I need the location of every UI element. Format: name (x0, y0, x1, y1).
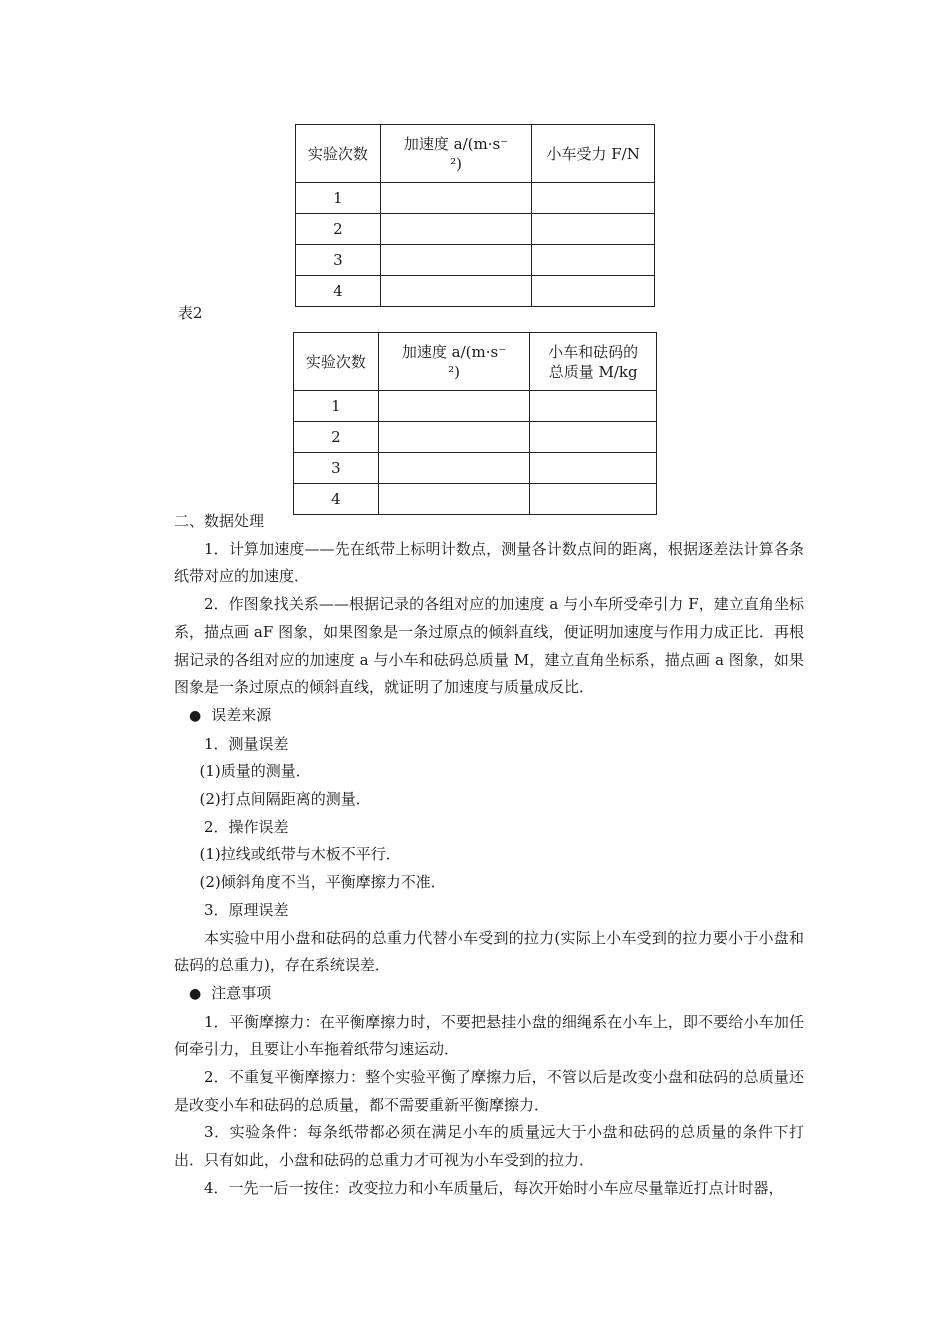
paragraph: 2．不重复平衡摩擦力：整个实验平衡了摩擦力后，不管以后是改变小盘和砝码的总质量还是改变小车和砝码的总质量，都不需要重新平衡摩擦力． (174, 1068, 804, 1114)
bullet-icon: ● (189, 985, 202, 1002)
list-item: (1)拉线或纸带与木板不平行． (199, 845, 401, 864)
document-body (174, 508, 804, 1203)
table-header-row (296, 125, 655, 183)
list-item: 3．原理误差 (204, 900, 289, 919)
list-item: 1．测量误差 (204, 734, 289, 753)
table-2-caption: 表2 (178, 304, 203, 322)
paragraph: 2．作图象找关系——根据记录的各组对应的加速度 a 与小车所受牵引力 F，建立直角坐标系，描点画 aF 图象，如果图象是一条过原点的倾斜直线，便证明加速度与作用力成正比．再根据记录的各组对应的加速度 a 与小车和砝码总质量 M，建立直角坐标系，描点画 a 图象，如果图象是一条过原点的倾斜直线，就证明了加速度与质量成反比． (174, 595, 804, 697)
bullet-icon: ● (189, 707, 202, 724)
list-item: (2)倾斜角度不当，平衡摩擦力不准． (199, 873, 446, 892)
paragraph: 4．一先一后一按住：改变拉力和小车质量后，每次开始时小车应尽量靠近打点计时器， (204, 1178, 784, 1197)
bullet-heading: ● 注意事项 (189, 983, 272, 1002)
paragraph: 本实验中用小盘和砝码的总重力代替小车受到的拉力(实际上小车受到的拉力要小于小盘和砝码的总重力)，存在系统误差． (174, 928, 804, 975)
table-row: 3 (296, 245, 655, 276)
header-force: 小车受力 F/N (532, 125, 655, 183)
table-2 (293, 332, 657, 515)
table-row: 1 (294, 391, 657, 422)
table-row: 1 (296, 183, 655, 214)
header-trial-count: 实验次数 (296, 125, 381, 183)
paragraph: 1．平衡摩擦力：在平衡摩擦力时，不要把悬挂小盘的细绳系在小车上，即不要给小车加任何牵引力，且要让小车拖着纸带匀速运动． (174, 1012, 804, 1059)
list-item: (2)打点间隔距离的测量． (199, 790, 371, 809)
header-trial-count: 实验次数 (294, 333, 379, 391)
paragraph: 1．计算加速度——先在纸带上标明计数点，测量各计数点间的距离，根据逐差法计算各条纸带对应的加速度． (174, 539, 804, 586)
table-row: 4 (296, 276, 655, 307)
table-row: 2 (296, 214, 655, 245)
header-total-mass: 小车和砝码的 总质量 M/kg (530, 333, 657, 391)
table-1 (295, 124, 655, 307)
table-row: 2 (294, 422, 657, 453)
table-row: 4 (294, 484, 657, 515)
paragraph: 3．实验条件：每条纸带都必须在满足小车的质量远大于小盘和砝码的总质量的条件下打出．只有如此，小盘和砝码的总重力才可视为小车受到的拉力． (174, 1123, 804, 1170)
header-acceleration: 加速度 a/(m·s⁻ ²) (378, 333, 530, 391)
table-row: 3 (294, 453, 657, 484)
list-item: 2．操作误差 (204, 817, 289, 836)
bullet-heading: ● 误差来源 (189, 705, 272, 724)
header-acceleration: 加速度 a/(m·s⁻ ²) (380, 125, 532, 183)
section-title: 二、数据处理 (174, 512, 265, 530)
table-header-row (294, 333, 657, 391)
list-item: (1)质量的测量． (199, 762, 311, 781)
